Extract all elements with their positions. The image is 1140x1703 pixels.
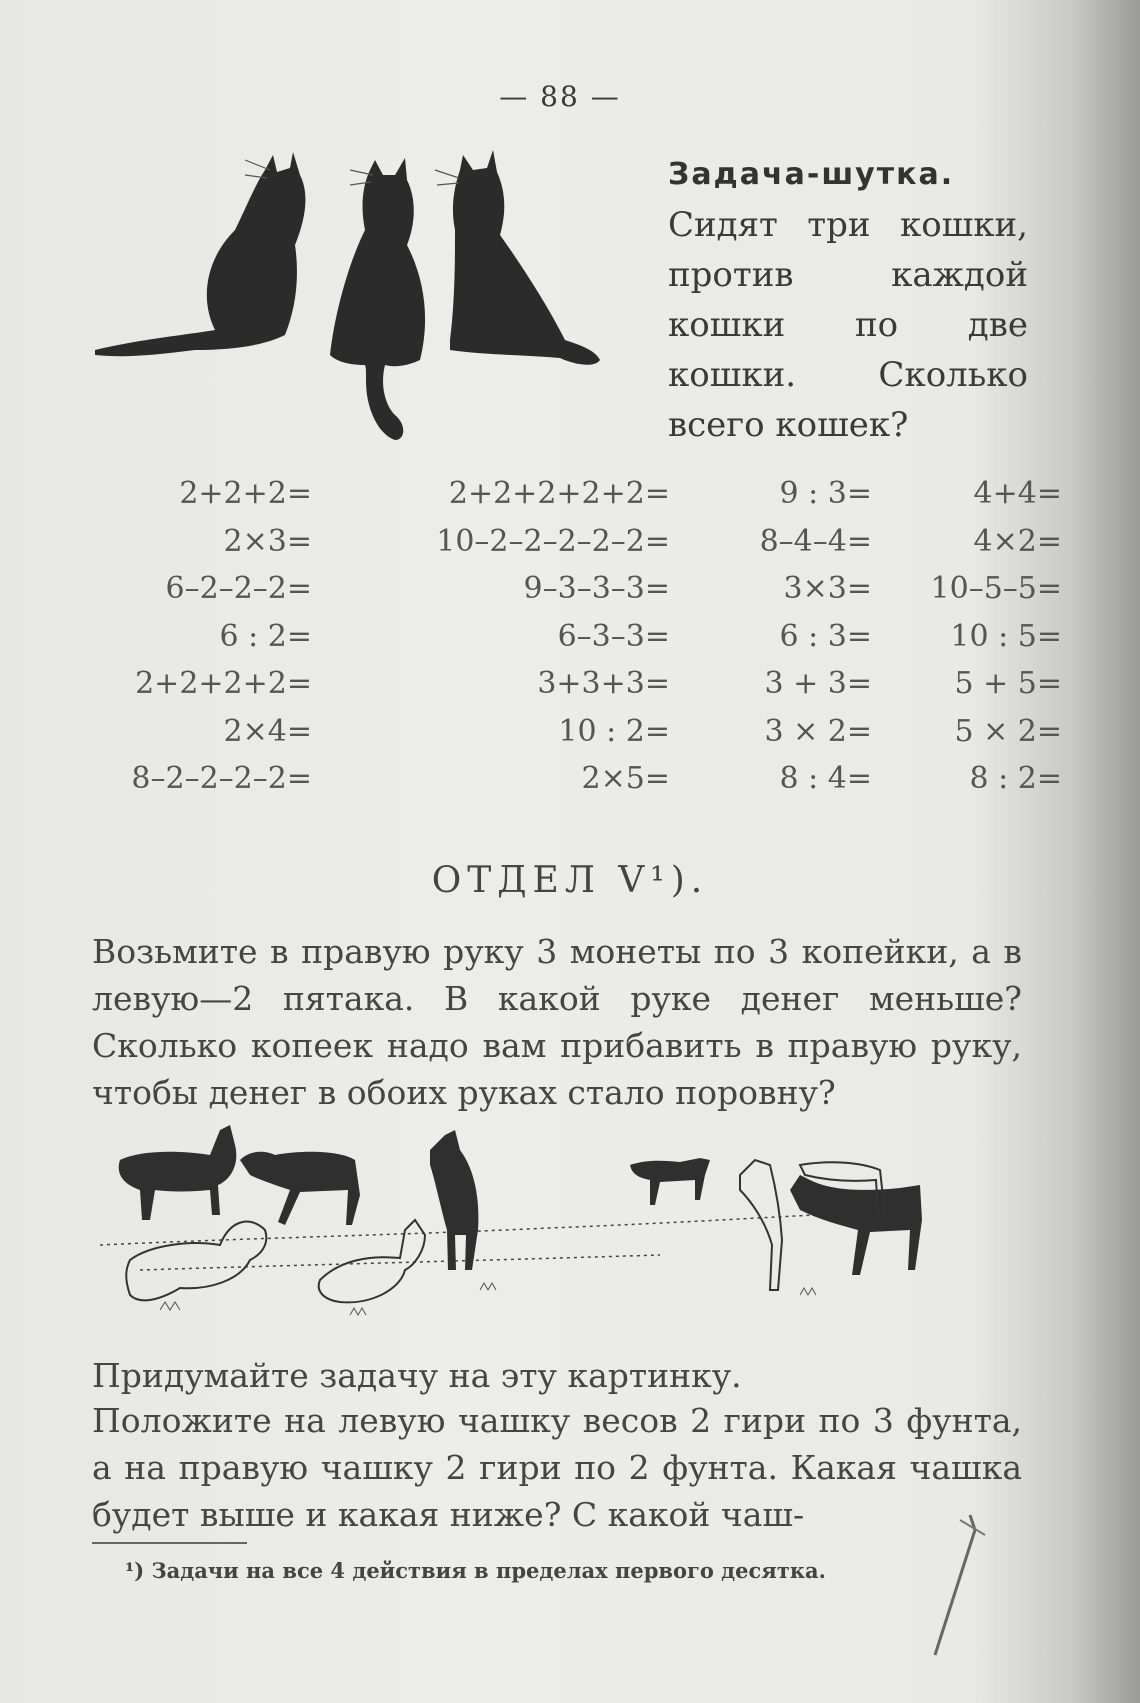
exercise-item: 9–3–3–3= xyxy=(523,571,670,606)
exercise-item: 3×3= xyxy=(783,571,872,606)
exercise-item: 2×4= xyxy=(223,713,312,749)
goat-5 xyxy=(790,1175,922,1275)
exercise-column-3 xyxy=(690,470,872,803)
exercise-item: 2+2+2+2+2= xyxy=(448,476,670,511)
pencil-mark xyxy=(930,1510,1010,1660)
exercise-item: 10 : 5= xyxy=(950,618,1062,654)
exercise-column-4 xyxy=(880,470,1062,803)
cat-right xyxy=(450,150,600,365)
weights-problem xyxy=(92,1397,1022,1538)
goat-outline-3 xyxy=(740,1160,782,1290)
exercise-item: 3 × 2= xyxy=(764,713,872,749)
footnote-rule xyxy=(92,1542,247,1544)
exercise-item: 9 : 3= xyxy=(779,476,872,511)
exercise-item: 6–3–3= xyxy=(557,618,670,654)
goat-outline-2 xyxy=(319,1220,425,1302)
three-cats-illustration xyxy=(95,150,655,460)
exercise-item: 5 + 5= xyxy=(954,666,1062,701)
exercise-item: 6 : 3= xyxy=(779,618,872,654)
exercise-item: 10–2–2–2–2–2= xyxy=(436,523,670,559)
goat-1 xyxy=(119,1125,237,1220)
picture-prompt-text: Придумайте задачу на эту картинку. xyxy=(92,1356,742,1395)
exercise-item: 4+4= xyxy=(973,476,1062,511)
exercise-item: 10 : 2= xyxy=(558,713,670,749)
exercise-column-2 xyxy=(330,470,670,803)
exercise-item: 6 : 2= xyxy=(219,618,312,654)
cat-middle xyxy=(330,158,425,440)
picture-prompt xyxy=(92,1352,1022,1399)
exercise-item: 3 + 3= xyxy=(764,666,872,701)
exercise-item: 2+2+2+2= xyxy=(135,666,312,701)
weights-problem-text: Положите на левую чашку весов 2 гири по 3 фунта, а на правую чашку 2 гири по 2 фунта. Какая чашка будет выше и какая ниже? С какой чаш- xyxy=(92,1401,1022,1534)
exercise-item: 2+2+2= xyxy=(179,476,312,511)
exercise-item: 4×2= xyxy=(973,523,1062,559)
coins-problem-text: Возьмите в правую руку 3 монеты по 3 копейки, а в левую—2 пятака. В какой руке денег меньше? Сколько копеек надо вам прибавить в правую руку, чтобы денег в обоих руках стало поровну? xyxy=(92,932,1022,1112)
section-heading: ОТДЕЛ V¹). xyxy=(431,860,709,901)
goat-3 xyxy=(430,1130,478,1270)
exercise-item: 2×3= xyxy=(223,523,312,559)
joke-problem xyxy=(668,150,1028,450)
exercise-item: 5 × 2= xyxy=(954,713,1062,749)
page-number: — 88 — xyxy=(499,80,621,113)
exercise-item: 6–2–2–2= xyxy=(165,571,312,606)
goat-outline-1 xyxy=(126,1222,266,1301)
joke-problem-title: Задача-шутка. xyxy=(668,157,955,192)
footnote: ¹) Задачи на все 4 действия в пределах первого десятка. xyxy=(125,1558,826,1583)
exercise-item: 3+3+3= xyxy=(537,666,670,701)
exercise-item: 8 : 4= xyxy=(779,761,872,796)
exercise-item: 8 : 2= xyxy=(969,761,1062,796)
goat-2 xyxy=(240,1152,360,1225)
goats-illustration xyxy=(100,1120,1020,1350)
exercise-item: 8–2–2–2–2= xyxy=(131,761,312,796)
cat-left xyxy=(95,152,305,356)
goat-4 xyxy=(630,1158,710,1205)
exercise-item: 8–4–4= xyxy=(759,523,872,559)
coins-problem xyxy=(92,928,1022,1116)
joke-problem-text: Сидят три кошки, против каждой кошки по две кошки. Сколько всего кошек? xyxy=(668,205,1028,445)
exercise-column-1 xyxy=(40,470,312,803)
exercise-item: 2×5= xyxy=(581,761,670,796)
exercise-item: 10–5–5= xyxy=(930,571,1062,606)
